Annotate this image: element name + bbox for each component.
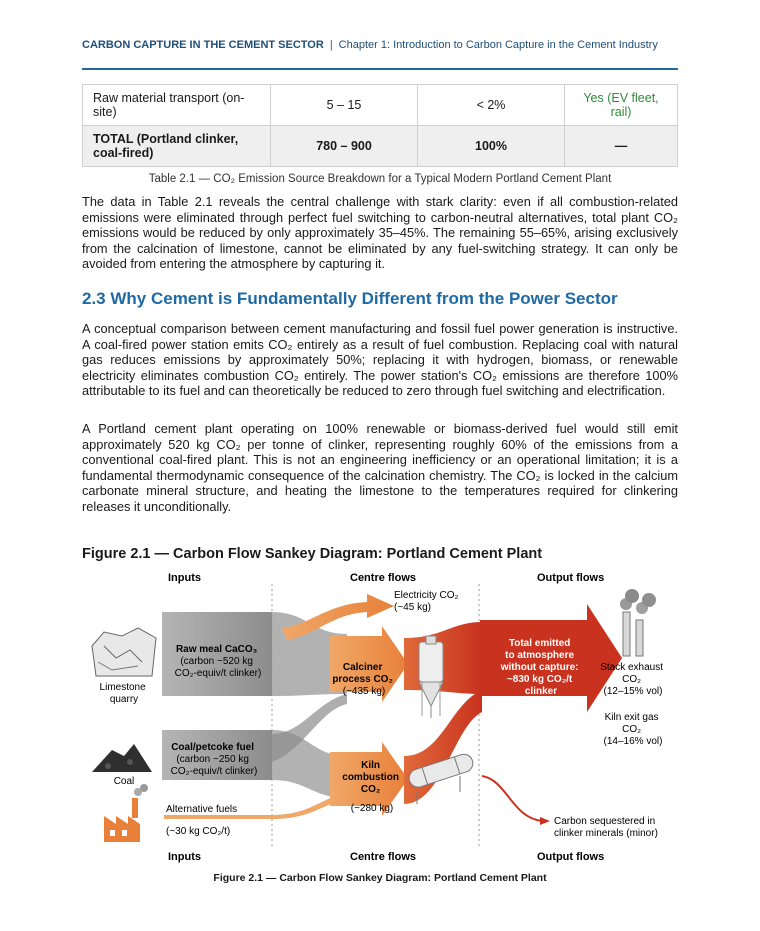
table-row [83, 85, 678, 126]
sequestered-label: Carbon sequestered in clinker minerals (minor) [554, 816, 658, 839]
figure-caption: Figure 2.1 — Carbon Flow Sankey Diagram: Portland Cement Plant [213, 872, 547, 884]
paragraph: A conceptual comparison between cement manufacturing and fossil fuel power generation is instructive. A coal-fired power station emits CO₂ entirely as a result of fuel combustion. Replacing coal with natural gas reduces emissions by approximately 50%; replacing it with hydrogen, biomass, or renewable electricity eliminates combustion CO₂ entirely. The power station's CO₂ emissions are therefore 100% attributable to its fuel and can theoretically be reduced to zero through fuel switching and electrification. [82, 321, 678, 399]
table-cell-share: < 2% [418, 85, 565, 126]
table-cell-emissions: 780 – 900 [271, 126, 418, 167]
electricity-label: Electricity CO₂ (~45 kg) [394, 590, 459, 613]
factory-icon [104, 784, 148, 842]
col-header-inputs: Inputs [168, 572, 201, 584]
table-row-total [83, 126, 678, 167]
emission-table [82, 84, 678, 167]
col-footer-centre: Centre flows [350, 851, 417, 863]
preheater-tower-icon [419, 636, 443, 718]
table-cell-abatable: Yes (EV fleet, rail) [565, 85, 678, 126]
calciner-label: Calciner process CO₂ (~435 kg) [332, 662, 393, 697]
running-header [82, 38, 678, 52]
kiln-exit-label: Kiln exit gas CO₂ (14–16% vol) [603, 712, 663, 747]
header-chapter: Chapter 1: Introduction to Carbon Capture in the Cement Industry [338, 39, 658, 51]
limestone-label: Limestone quarry [99, 682, 146, 705]
sankey-diagram [82, 566, 678, 891]
table-cell-source: TOTAL (Portland clinker, coal-fired) [83, 126, 271, 167]
header-rule [82, 68, 678, 70]
paragraph: A Portland cement plant operating on 100% renewable or biomass-derived fuel would still emit approximately 520 kg CO₂ per tonne of clinker, representing roughly 60% of the emissions from a conventional coal-fired plant. This is not an engineering inefficiency or an operational limitation; it is a fundamental thermodynamic consequence of the calcination chemistry. The CO₂ is locked in the calcium carbonate mineral structure, and heating the limestone to the temperatures required for clinkering releases it unconditionally. [82, 421, 678, 514]
coal-label: Coal [113, 776, 135, 787]
electricity-arrow [282, 594, 394, 640]
col-header-output: Output flows [537, 572, 605, 584]
stack-exhaust-label: Stack exhaust CO₂ (12–15% vol) [600, 662, 664, 697]
header-separator: | [329, 39, 333, 51]
table-caption: Table 2.1 — CO₂ Emission Source Breakdown for a Typical Modern Portland Cement Plant [148, 173, 612, 185]
sequestered-arrowhead [540, 817, 550, 825]
table-cell-abatable: — [565, 126, 678, 167]
coal-pile-icon [92, 744, 152, 772]
col-header-centre: Centre flows [350, 572, 417, 584]
table-cell-source: Raw material transport (on-site) [83, 85, 271, 126]
col-footer-inputs: Inputs [168, 851, 201, 863]
alt-fuels-label: Alternative fuels (~30 kg CO₂/t) [166, 804, 238, 837]
coal-petcoke-label: Coal/petcoke fuel (carbon ~250 kg CO₂-equiv/t clinker) [170, 742, 258, 777]
col-footer-output: Output flows [537, 851, 605, 863]
limestone-quarry-icon [92, 628, 156, 676]
raw-meal-label: Raw meal CaCO₃ (carbon ~520 kg CO₂-equiv/t clinker) [174, 644, 262, 679]
kiln-label: Kiln combustion CO₂ (~280 kg) [342, 760, 399, 814]
section-heading: 2.3 Why Cement is Fundamentally Different from the Power Sector [82, 289, 618, 308]
header-section: CARBON CAPTURE IN THE CEMENT SECTOR [82, 39, 324, 51]
paragraph: The data in Table 2.1 reveals the central challenge with stark clarity: even if all combustion-related emissions were eliminated through perfect fuel switching to carbon-neutral alternatives, total plant CO₂ emissions would be reduced by only approximately 35–45%. The remaining 55–65%, arising exclusively from the calcination of limestone, cannot be eliminated by any fuel-switching strategy. It can only be avoided from entering the atmosphere by capturing it. [82, 194, 678, 272]
sequestered-arrow [482, 776, 542, 821]
total-emitted-label: Total emitted to atmosphere without capture: ~830 kg CO₂/t clinker [500, 638, 579, 697]
table-cell-emissions: 5 – 15 [271, 85, 418, 126]
table-cell-share: 100% [418, 126, 565, 167]
figure-title: Figure 2.1 — Carbon Flow Sankey Diagram: Portland Cement Plant [82, 546, 543, 562]
chimney-icon [620, 589, 656, 656]
